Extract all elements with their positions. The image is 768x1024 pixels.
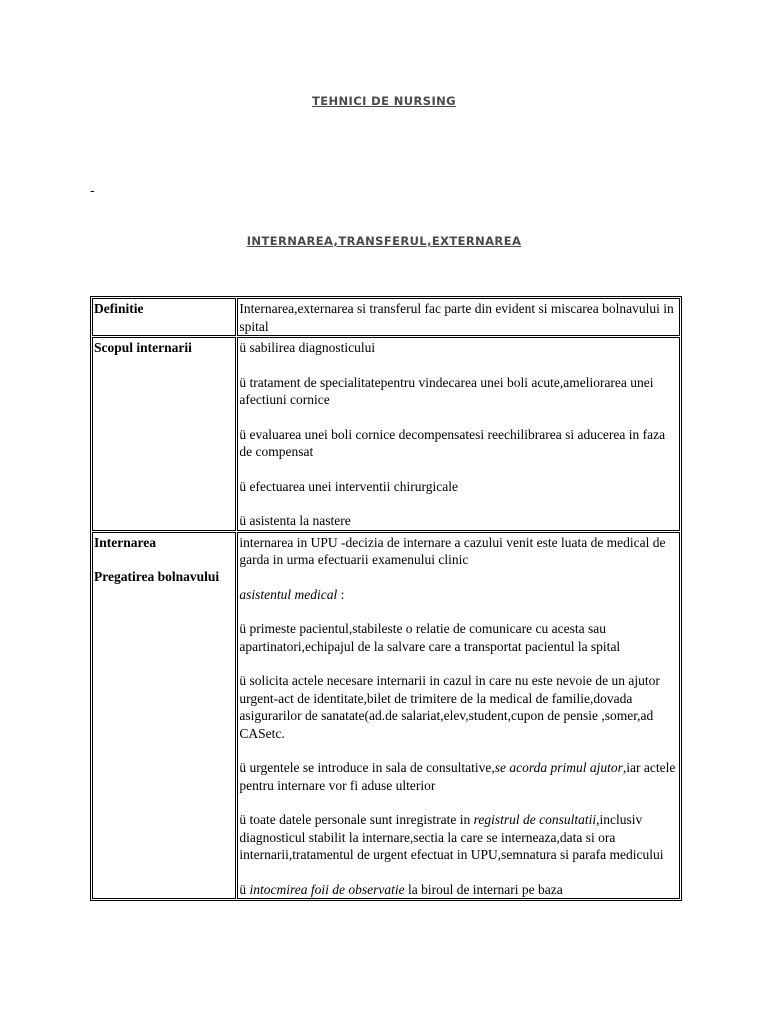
list-item: ü asistenta la nastere <box>239 513 351 528</box>
internarea-intro: internarea in UPU -decizia de internare a cazului venit este luata de medical de garda in urma efectuarii examenului clinic <box>239 534 666 567</box>
section-title: INTERNAREA,TRANSFERUL,EXTERNAREA <box>246 234 522 248</box>
separator-dash: - <box>90 184 95 199</box>
role-name: asistentul medical <box>239 586 338 602</box>
role-suffix: : <box>337 586 345 602</box>
emphasis: registrul de consultatii <box>473 812 597 827</box>
list-item: ü evaluarea unei boli cornice decompensatesi reechilibrarea si aducerea in faza de compensat <box>239 426 666 459</box>
nursing-table <box>90 296 682 901</box>
table-row-internarea <box>92 532 680 900</box>
table-row-definitie <box>92 298 680 336</box>
page-title: TEHNICI DE NURSING <box>312 94 456 108</box>
role-line <box>239 586 678 604</box>
list-item: ü primeste pacientul,stabileste o relatie de comunicare cu acesta sau apartinatori,echipajul de la salvare care a transportat pacientul la spital <box>239 621 621 654</box>
emphasis: intocmirea foii de observatie <box>249 881 405 897</box>
list-item: ü intocmirea foii de observatie la biroul de internari pe baza <box>239 881 563 897</box>
pregatirea-label: Pregatirea bolnavului <box>94 569 220 584</box>
list-item: ü tratament de specialitatepentru vindecarea unei boli acute,ameliorarea unei afectiuni cornice <box>239 374 654 407</box>
internarea-labels <box>92 532 236 900</box>
list-item: ü urgentele se introduce in sala de consultative,se acorda primul ajutor,iar actele pentru internare vor fi aduse ulterior <box>239 760 676 793</box>
internarea-text <box>237 532 680 900</box>
emphasis: se acorda primul ajutor <box>494 760 623 775</box>
scop-list <box>237 337 680 531</box>
definitie-label: Definitie <box>92 298 236 336</box>
definitie-text: Internarea,externarea si transferul fac parte din evident si miscarea bolnavului in spital <box>237 298 680 336</box>
list-item: ü solicita actele necesare internarii in cazul in care nu este nevoie de un ajutor urgent-act de identitate,bilet de trimitere de la medical de familie,dovada asigurarilor de sanatate(ad.de salariat,elev,student,cupon de pensie ,somer,ad CASetc. <box>239 673 660 741</box>
list-item: ü toate datele personale sunt inregistrate in registrul de consultatii,inclusiv diagnosticul stabilit la internare,sectia la care se interneaza,data si ora internarii,tratamentul de urgent efectuat in UPU,semnatura si parafa medicului <box>239 812 664 862</box>
scop-label: Scopul internarii <box>92 337 236 531</box>
table-row-scop <box>92 337 680 531</box>
list-item: ü sabilirea diagnosticului <box>239 340 376 355</box>
internarea-label: Internarea <box>94 534 156 550</box>
list-item: ü efectuarea unei interventii chirurgicale <box>239 478 458 494</box>
